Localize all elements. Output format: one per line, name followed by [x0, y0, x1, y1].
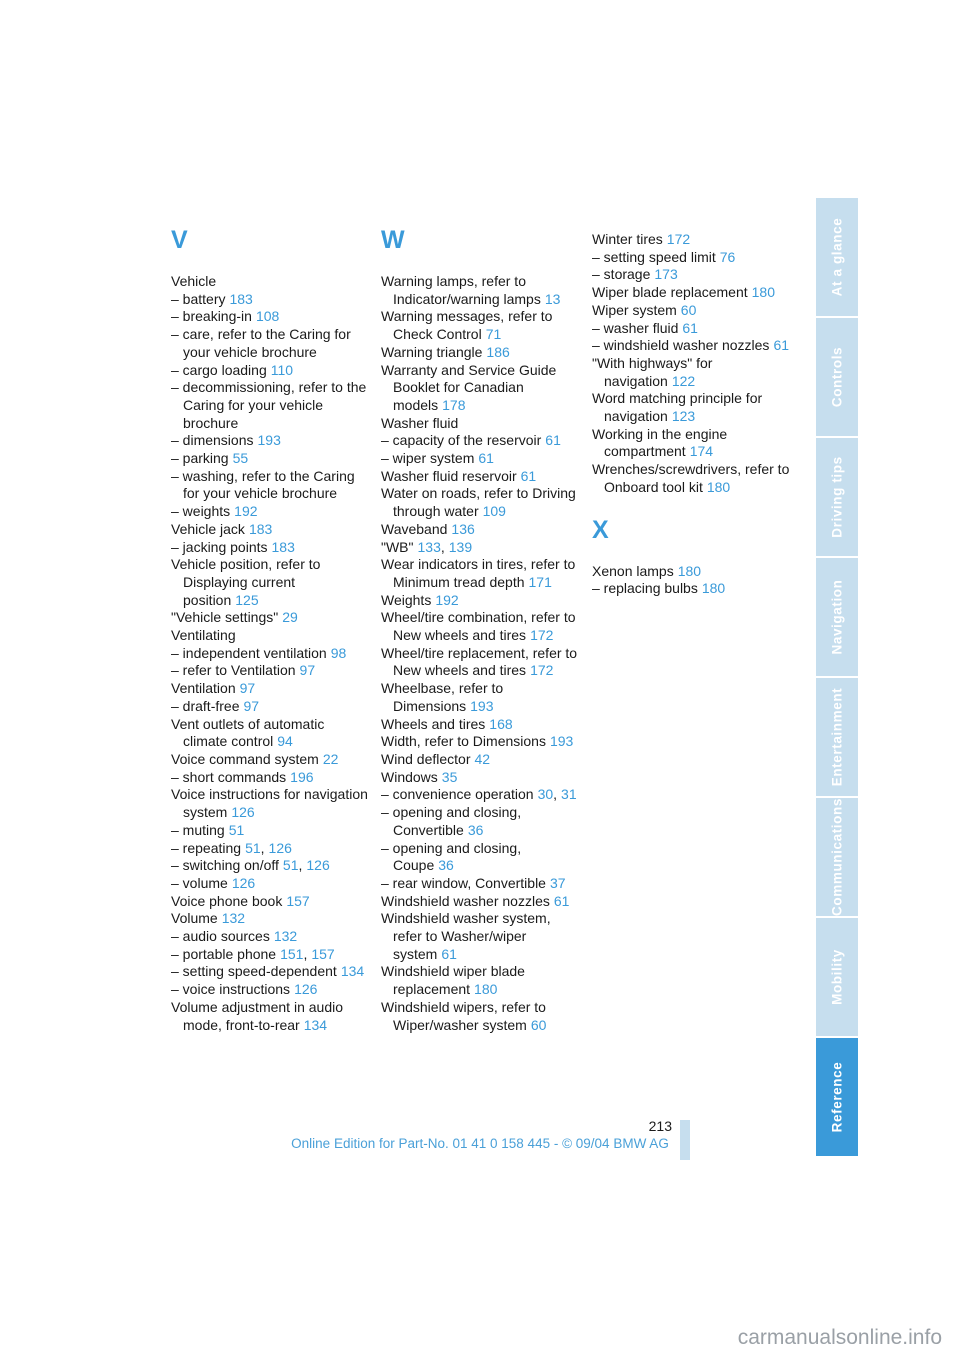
index-entry — [171, 273, 371, 291]
index-entry — [381, 609, 581, 644]
page-link[interactable]: 168 — [489, 715, 513, 732]
index-entry-text: Wind deflector — [381, 750, 471, 767]
index-list-w — [381, 273, 581, 1034]
page-link[interactable]: 180 — [706, 478, 731, 495]
page-link[interactable]: 134 — [340, 963, 365, 980]
page-link[interactable]: 193 — [470, 697, 494, 714]
index-entry — [381, 680, 581, 715]
index-entry-text: – jacking points — [171, 538, 268, 555]
index-entry — [381, 769, 581, 787]
index-entry-text: – rear window, Convertible — [381, 874, 546, 891]
page-link[interactable]: 76 — [719, 248, 736, 265]
index-entry-text: – draft-free — [171, 697, 240, 714]
page-link[interactable]: 61 — [545, 432, 561, 449]
index-entry — [592, 390, 792, 425]
index-entry — [381, 344, 581, 362]
tab-label: Controls — [829, 346, 845, 408]
page-link[interactable]: 125 — [235, 591, 259, 608]
page-link[interactable]: 109 — [482, 503, 506, 520]
index-entry-text: – cargo loading — [171, 361, 267, 378]
index-entry-text: Volume — [171, 910, 218, 927]
page-link[interactable]: 61 — [682, 319, 698, 336]
page-link[interactable]: 123 — [671, 408, 696, 425]
index-entry-text: – muting — [171, 821, 225, 838]
index-entry — [592, 320, 792, 338]
page-link[interactable]: 122 — [671, 372, 696, 389]
index-entry-text: Wheel/tire combination, refer to New wheels and tires — [381, 609, 576, 644]
page-link[interactable]: 37 — [549, 874, 566, 891]
page-link[interactable]: 71 — [485, 326, 502, 343]
index-entry — [171, 999, 371, 1034]
index-entry-text: Vent outlets of automatic climate control — [171, 715, 325, 750]
index-entry — [171, 963, 371, 981]
index-entry-text: Winter tires — [592, 231, 663, 247]
index-entry-text: – short commands — [171, 768, 287, 785]
page-link[interactable]: 36 — [467, 821, 484, 838]
tab-label: Entertainment — [829, 687, 845, 787]
index-entry — [171, 875, 371, 893]
page-link[interactable]: 151 — [280, 945, 304, 962]
index-entry-text: – volume — [171, 874, 228, 891]
index-entry-text: Vehicle jack — [171, 520, 245, 537]
index-entry — [171, 751, 371, 769]
index-entry-text: Warning triangle — [381, 343, 483, 360]
index-entry — [171, 769, 371, 787]
index-entry-text: – washer fluid — [592, 319, 679, 336]
index-entry — [381, 910, 581, 963]
page-link[interactable]: 183 — [229, 290, 253, 307]
page-link[interactable]: 171 — [528, 573, 552, 590]
index-entry-text: – wiper system — [381, 450, 475, 467]
index-entry — [381, 893, 581, 911]
index-entry: – portable phone 151, 157 — [171, 945, 335, 962]
page-link[interactable]: 133 — [417, 538, 441, 555]
index-entry — [381, 645, 581, 680]
page-link[interactable]: 136 — [451, 520, 475, 537]
tab-label: Mobility — [829, 949, 845, 1005]
page-link[interactable]: 126 — [306, 857, 330, 874]
index-entry-text: Windshield wiper blade replacement — [381, 963, 525, 998]
index-entry-text: – refer to Ventilation — [171, 662, 296, 679]
watermark: carmanualsonline.info — [737, 1326, 942, 1349]
index-entry — [171, 432, 371, 450]
index-entry — [381, 450, 581, 468]
index-entry-text: – storage — [592, 266, 651, 283]
index-entry-text: Windshield washer system, refer to Washer/wiper system — [381, 910, 551, 962]
index-entry-text: – dimensions — [171, 432, 254, 449]
tab-mobility[interactable] — [816, 918, 858, 1038]
page-link[interactable]: 61 — [520, 467, 537, 484]
index-entry — [381, 751, 581, 769]
index-entry-text: Wear indicators in tires, refer to Minimum tread depth — [381, 556, 576, 590]
index-entry-text: – setting speed-dependent — [171, 963, 337, 980]
page-link[interactable]: 192 — [435, 591, 459, 608]
page-link[interactable]: 132 — [221, 910, 246, 927]
index-entry — [171, 662, 371, 680]
tab-label: Navigation — [829, 579, 845, 655]
page-link[interactable]: 51 — [228, 821, 245, 838]
index-entry — [171, 556, 371, 609]
index-column-v — [171, 226, 371, 1034]
index-entry — [171, 645, 371, 663]
index-entry — [381, 592, 581, 610]
page-link[interactable]: 98 — [330, 644, 347, 661]
index-list-x — [592, 563, 792, 598]
tab-label: At a glance — [829, 217, 845, 297]
page-link[interactable]: 172 — [530, 627, 554, 644]
index-entry-text: – audio sources — [171, 928, 270, 945]
index-entry — [171, 910, 371, 928]
index-entry-text: Wrenches/screwdrivers, refer to Onboard tool kit — [592, 461, 790, 495]
page-link[interactable]: 30 — [537, 786, 554, 803]
section-letter-x: X — [592, 515, 609, 544]
page-link[interactable]: 61 — [773, 337, 790, 354]
index-entry — [171, 609, 371, 627]
index-entry — [171, 521, 371, 539]
index-entry — [381, 362, 581, 415]
index-entry — [171, 362, 371, 380]
index-entry — [171, 822, 371, 840]
index-entry: – convenience operation 30, 31 — [381, 786, 577, 803]
index-entry-text: "WB" — [381, 538, 414, 555]
index-entry-text: Wheelbase, refer to Dimensions — [381, 680, 504, 714]
chapter-tabs — [816, 198, 858, 1158]
footer-edition: Online Edition for Part-No. 01 41 0 158 445 - © 09/04 BMW AG — [291, 1136, 669, 1151]
page-link[interactable]: 110 — [270, 361, 294, 378]
index-entry — [171, 291, 371, 309]
index-list-w-continued — [592, 231, 792, 497]
page-link[interactable]: 183 — [248, 520, 273, 537]
page-link[interactable]: 186 — [486, 343, 510, 360]
page-link[interactable]: 192 — [234, 503, 258, 520]
index-entry-text: – switching on/off — [171, 857, 279, 874]
index-entry-text: Voice phone book — [171, 892, 283, 909]
index-entry — [381, 432, 581, 450]
page-link[interactable]: 180 — [677, 562, 702, 579]
tab-navigation[interactable] — [816, 558, 858, 678]
index-entry — [171, 698, 371, 716]
index-entry-text: – voice instructions — [171, 981, 291, 998]
page-link[interactable]: 180 — [474, 981, 498, 998]
index-entry-text: Voice instructions for navigation system — [171, 786, 368, 821]
page-link[interactable]: 61 — [441, 945, 457, 962]
section-letter-w: W — [381, 226, 405, 254]
index-entry-text: Word matching principle for navigation — [592, 390, 763, 425]
index-entry — [381, 468, 581, 486]
page-link[interactable]: 60 — [530, 1016, 547, 1033]
index-entry-text: Washer fluid — [381, 414, 459, 431]
index-entry-text: – battery — [171, 290, 226, 307]
section-letter-v: V — [171, 226, 188, 254]
index-entry — [592, 266, 792, 284]
index-entry-text: Volume adjustment in audio mode, front-to-rear — [171, 998, 343, 1033]
page-link[interactable]: 172 — [666, 231, 691, 247]
page-link[interactable]: 51 — [245, 839, 261, 856]
index-entry-text: Voice command system — [171, 750, 319, 767]
page-link[interactable]: 173 — [654, 266, 678, 283]
page-link[interactable]: 31 — [561, 786, 577, 803]
page-link[interactable]: 29 — [282, 609, 298, 626]
index-entry — [381, 840, 581, 875]
index-entry-text: Ventilation — [171, 680, 236, 697]
index-entry-text: Water on roads, refer to Driving through water — [381, 485, 576, 520]
index-entry — [592, 249, 792, 267]
index-entry — [171, 716, 371, 751]
tab-label: Reference — [829, 1061, 845, 1133]
index-entry-text: – opening and closing, Coupe — [381, 839, 522, 874]
index-entry — [592, 355, 792, 390]
page-link[interactable]: 134 — [303, 1016, 328, 1033]
tab-driving-tips[interactable] — [816, 438, 858, 558]
index-entry — [381, 733, 581, 751]
index-entry-text: Vehicle position, refer to Displaying current position — [171, 556, 321, 608]
index-entry — [381, 415, 581, 433]
tab-entertainment[interactable] — [816, 678, 858, 798]
page-link[interactable]: 178 — [442, 396, 466, 413]
index-entry — [381, 521, 581, 539]
index-entry — [381, 999, 581, 1034]
index-entry — [592, 337, 792, 355]
index-entry-text: Weights — [381, 591, 432, 608]
index-entry-text: – care, refer to the Caring for your vehicle brochure — [171, 326, 351, 360]
page-link[interactable]: 55 — [232, 450, 249, 467]
page-link[interactable]: 180 — [751, 284, 775, 301]
page-link[interactable]: 196 — [290, 768, 314, 785]
tab-label: Driving tips — [829, 456, 845, 538]
tab-communications[interactable] — [816, 798, 858, 918]
index-entry-text: – weights — [171, 503, 231, 520]
index-entry — [171, 450, 371, 468]
index-entry — [171, 786, 371, 821]
page-link[interactable]: 42 — [474, 750, 491, 767]
index-entry-text: Windshield washer nozzles — [381, 892, 550, 909]
page-link[interactable]: 172 — [530, 662, 554, 679]
index-entry-text: – setting speed limit — [592, 248, 716, 265]
index-entry — [171, 680, 371, 698]
index-entry — [171, 503, 371, 521]
index-entry-text: – breaking-in — [171, 308, 252, 325]
index-entry — [381, 716, 581, 734]
tab-controls[interactable] — [816, 318, 858, 438]
index-entry-text: Wiper system — [592, 301, 677, 318]
index-entry — [171, 928, 371, 946]
index-entry — [381, 485, 581, 520]
index-entry-text: "Vehicle settings" — [171, 609, 279, 626]
index-entry — [592, 580, 792, 598]
index-entry: – repeating 51, 126 — [171, 839, 292, 856]
index-entry: – switching on/off 51, 126 — [171, 857, 330, 874]
page-number: 213 — [648, 1118, 672, 1134]
page-link[interactable]: 97 — [239, 680, 256, 697]
index-entry — [381, 273, 581, 308]
index-entry-text: Xenon lamps — [592, 562, 674, 579]
page-link[interactable]: 126 — [231, 804, 255, 821]
index-entry — [592, 461, 792, 496]
page-link[interactable]: 193 — [549, 733, 574, 750]
index-entry-text: Windows — [381, 768, 438, 785]
index-entry — [592, 426, 792, 461]
index-entry-text: – washing, refer to the Caring for your vehicle brochure — [171, 467, 355, 502]
page-link[interactable]: 157 — [286, 892, 310, 909]
index-entry — [592, 231, 792, 249]
index-entry-text: – independent ventilation — [171, 644, 327, 661]
index-entry — [381, 875, 581, 893]
page-link[interactable]: 132 — [273, 928, 298, 945]
index-entry — [171, 468, 371, 503]
index-entry — [171, 627, 371, 645]
page-link[interactable]: 97 — [299, 662, 316, 679]
index-list-v — [171, 273, 371, 1034]
index-entry-text: Vehicle — [171, 273, 217, 289]
index-entry-text: Ventilating — [171, 627, 236, 644]
index-entry — [592, 302, 792, 320]
index-entry-text: Wheel/tire replacement, refer to New wheels and tires — [381, 644, 578, 679]
page-link[interactable]: 126 — [294, 981, 318, 998]
index-entry-text: Warning messages, refer to Check Control — [381, 308, 553, 343]
index-column-w — [381, 226, 581, 1034]
index-entry — [171, 308, 371, 326]
index-entry — [381, 556, 581, 591]
index-entry — [171, 326, 371, 361]
tab-label: Communications — [829, 798, 845, 916]
index-entry-text: – repeating — [171, 839, 242, 856]
index-entry-text: "With highways" for navigation — [592, 354, 713, 389]
index-entry — [381, 963, 581, 998]
page-link[interactable]: 174 — [689, 443, 714, 460]
index-entry-text: Warning lamps, refer to Indicator/warning lamps — [381, 273, 541, 307]
index-entry — [592, 563, 792, 581]
index-entry-text: Working in the engine compartment — [592, 425, 728, 460]
index-entry — [171, 981, 371, 999]
index-entry-text: Waveband — [381, 520, 448, 537]
page-link[interactable]: 97 — [243, 697, 260, 714]
page-link[interactable]: 193 — [257, 432, 281, 449]
index-entry — [171, 539, 371, 557]
page-link[interactable]: 61 — [553, 892, 570, 909]
index-entry-text: Width, refer to Dimensions — [381, 733, 546, 750]
index-entry — [592, 284, 792, 302]
index-column-x — [592, 231, 792, 598]
page-link[interactable]: 157 — [311, 945, 335, 962]
page-link[interactable]: 94 — [277, 733, 293, 750]
page-link[interactable]: 35 — [441, 768, 458, 785]
index-entry — [171, 893, 371, 911]
page-link[interactable]: 139 — [448, 538, 473, 555]
index-entry-text: – convenience operation — [381, 786, 534, 803]
index-entry-text: – capacity of the reservoir — [381, 432, 542, 449]
page-link[interactable]: 61 — [478, 450, 494, 467]
index-entry-text: – windshield washer nozzles — [592, 337, 770, 354]
index-entry-text: – portable phone — [171, 945, 277, 962]
index-entry: "WB" 133, 139 — [381, 538, 473, 555]
page-link[interactable]: 51 — [282, 857, 299, 874]
index-entry-text: Windshield wipers, refer to Wiper/washer system — [381, 998, 546, 1033]
index-entry-text: – decommissioning, refer to the Caring for your vehicle brochure — [171, 379, 367, 431]
index-entry-text: Washer fluid reservoir — [381, 467, 517, 484]
index-entry-text: Warranty and Service Guide Booklet for Canadian models — [381, 361, 557, 413]
page-link[interactable]: 180 — [701, 580, 726, 597]
index-entry-text: Wiper blade replacement — [592, 284, 748, 301]
index-entry-text: – parking — [171, 450, 229, 467]
page-link[interactable]: 13 — [544, 290, 561, 307]
page-link[interactable]: 22 — [322, 750, 339, 767]
index-entry — [381, 308, 581, 343]
page-link[interactable]: 36 — [438, 857, 454, 874]
page-link[interactable]: 126 — [268, 839, 292, 856]
index-entry-text: – replacing bulbs — [592, 580, 698, 597]
index-entry-text: – opening and closing, Convertible — [381, 804, 522, 838]
index-entry-text: Wheels and tires — [381, 715, 486, 732]
page-link[interactable]: 126 — [231, 874, 256, 891]
page-link[interactable]: 183 — [271, 538, 295, 555]
page-link[interactable]: 108 — [255, 308, 280, 325]
index-entry — [171, 379, 371, 432]
index-entry — [381, 804, 581, 839]
tab-at-a-glance[interactable] — [816, 198, 858, 318]
page-link[interactable]: 60 — [680, 301, 697, 318]
